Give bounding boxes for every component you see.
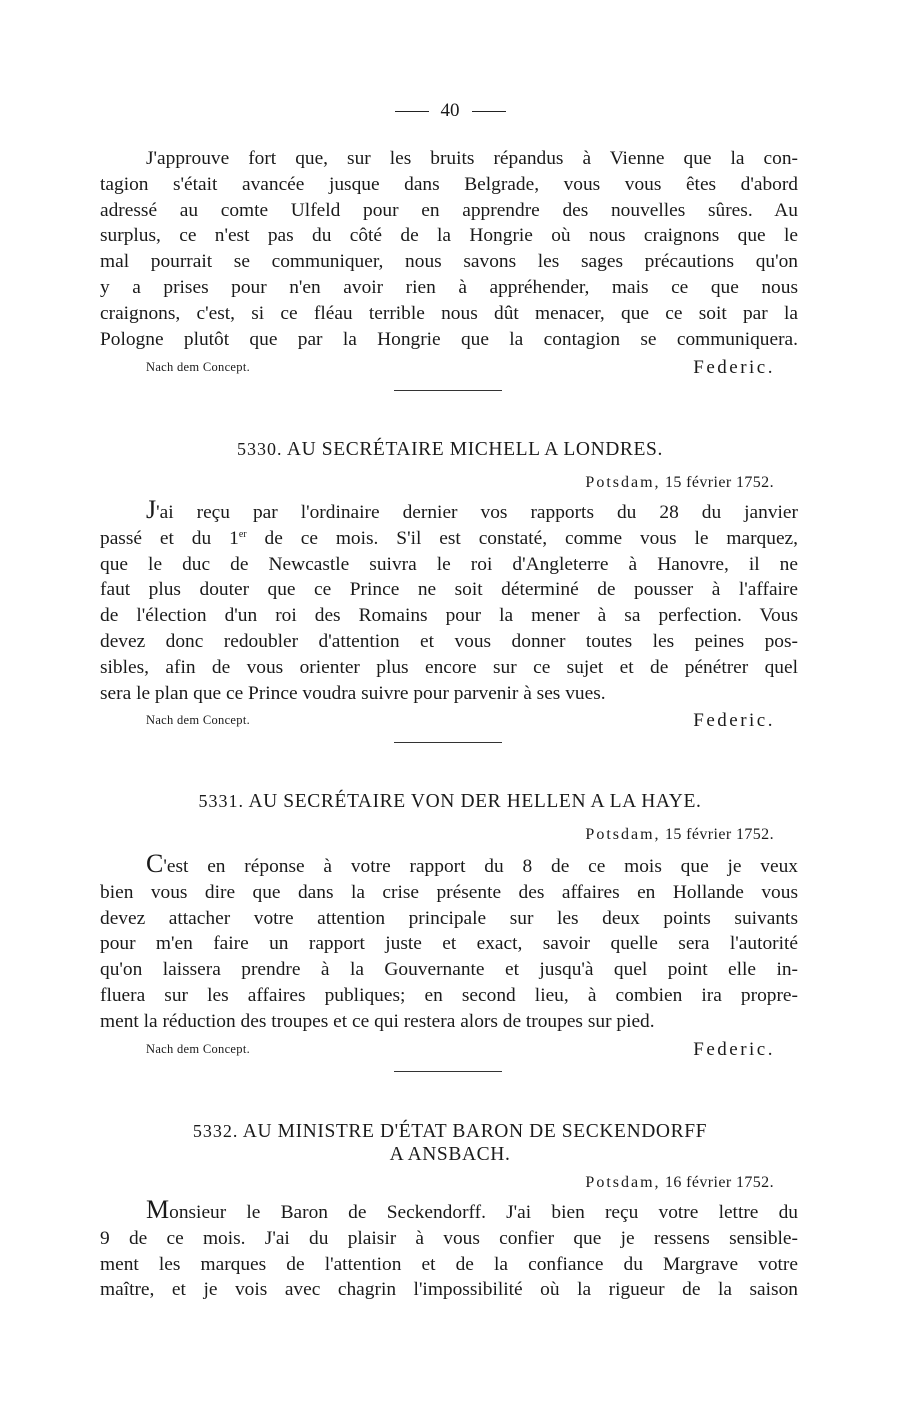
letter-5332-date: Potsdam, 16 février 1752. bbox=[585, 1174, 774, 1191]
drop-initial: M bbox=[146, 1195, 170, 1224]
drop-initial: J bbox=[146, 495, 157, 524]
letter-title-line2: A ANSBACH. bbox=[389, 1144, 511, 1165]
letter-title: AU SECRÉTAIRE VON DER HELLEN A LA HAYE. bbox=[248, 791, 702, 812]
letter-5332-body: Monsieur le Baron de Seckendorff. J'ai bien reçu votre lettre du 9 de ce mois. J'ai du plaisir à vous confier que je ressens sensible- ment les marques de l'attention et de la confiance du Margrave votre maître, et je vois avec chagrin l'impossibilité où la rigueur de la saison bbox=[100, 1195, 798, 1301]
letter-5331-heading bbox=[100, 790, 800, 813]
intro-signature: Federic. bbox=[693, 357, 775, 378]
letter-number: 5332. bbox=[192, 1121, 239, 1141]
page-number: 40 bbox=[0, 100, 900, 122]
letter-5331-source-note: Nach dem Concept. bbox=[146, 1042, 251, 1056]
drop-initial: C bbox=[146, 849, 164, 878]
letter-number: 5330. bbox=[237, 439, 283, 459]
intro-source-note: Nach dem Concept. bbox=[146, 360, 251, 374]
letter-5330-heading bbox=[100, 438, 800, 461]
section-divider bbox=[394, 390, 502, 391]
letter-number: 5331. bbox=[198, 791, 245, 811]
letter-5331-date: Potsdam, 15 février 1752. bbox=[585, 826, 774, 843]
letter-5330-body: J'ai reçu par l'ordinaire dernier vos rapports du 28 du janvier passé et du 1er de ce mois. S'il est constaté, comme vous le marquez, que le duc de Newcastle suivra le roi d'Angleterre à Hanovre, il ne faut plus douter que ce Prince ne soit déterminé de pousser à l'affaire de l'élection d'un roi des Romains pour la mener à sa perfection. Vous devez donc redoubler d'attention et vous donner toutes les peines pos- sibles, afin de vous orienter plus encore sur ce sujet et de pénétrer quel sera le plan que ce Prince voudra suivre pour parvenir à ses vues. bbox=[100, 495, 799, 704]
letter-5331-body: C'est en réponse à votre rapport du 8 de ce mois que je veux bien vous dire que dans la crise présente des affaires en Hollande vous devez attacher votre attention principale sur les deux points suivants pour m'en faire un rapport juste et exact, savoir quelle sera l'autorité qu'on laissera prendre à la Gouvernante et jusqu'à quel point elle in- fluera sur les affaires publiques; en second lieu, à combien ira propre- ment la réduction des troupes et ce qui restera alors de troupes sur pied. bbox=[100, 849, 798, 1032]
section-divider bbox=[394, 1071, 502, 1072]
letter-5330-date: Potsdam, 15 février 1752. bbox=[585, 474, 774, 491]
intro-paragraph: J'approuve fort que, sur les bruits répandus à Vienne que la con- tagion s'était avancée jusque dans Belgrade, vous vous êtes d'abord adressé au comte Ulfeld pour en apprendre des nouvelles sûres. Au surplus, ce n'est pas du côté de la Hongrie où nous craignons que le mal pourrait se communiquer, nous savons les sages précautions qu'on y a prises pour n'en avoir rien à appréhender, mais ce que nous craignons, c'est, si ce fléau terrible nous dût menacer, que ce soit par la Pologne plutôt que par la Hongrie que la contagion se communiquera. bbox=[100, 148, 798, 350]
letter-5330-source-note: Nach dem Concept. bbox=[146, 713, 251, 727]
section-divider bbox=[394, 742, 502, 743]
letter-title: AU SECRÉTAIRE MICHELL A LONDRES. bbox=[286, 439, 663, 460]
letter-5330-signature: Federic. bbox=[693, 710, 775, 731]
letter-title: AU MINISTRE D'ÉTAT BARON DE SECKENDORFF bbox=[242, 1121, 708, 1142]
letter-5331-signature: Federic. bbox=[693, 1039, 775, 1060]
letter-5332-heading bbox=[100, 1120, 800, 1166]
